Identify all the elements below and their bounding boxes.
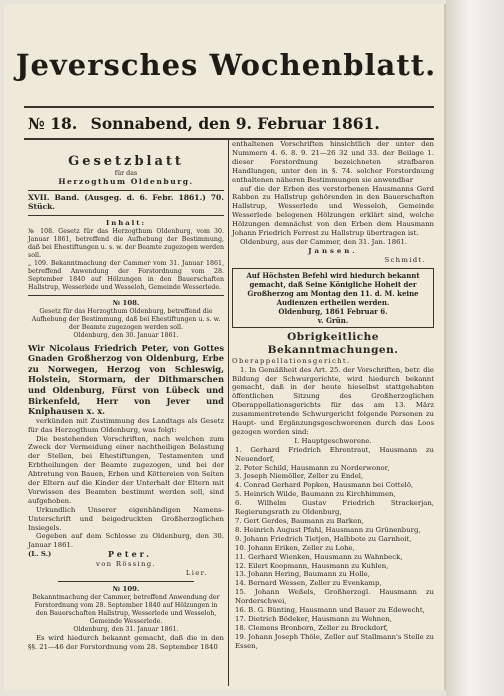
juror-list-item: 14. Bernard Wessen, Zeller zu Evenkamp,	[235, 579, 382, 588]
decree-body-2: Die bestehenden Vorschriften, nach welchen zum Zweck der Vermeidung einer nachtheiligen Belastung der Stellen, bei Ehestiftungen, Testamenten und Erbtheilungen der Beamte zugezogen, und bei der Abtretung von Bauen, Erben und Köttereien von Seiten der Eltern auf die Kinder der Unterhalt der Eltern mit Vorwissen des Beamten bestimmt werden soll, sind aufgehoben.	[28, 434, 224, 505]
decree-body-3: Urkundlich Unserer eigenhändigen Namens-Unterschrift und beigedruckten Großherzoglichen Insiegels.	[28, 505, 224, 532]
n108-date: Oldenburg, den 30. Januar 1861.	[73, 331, 179, 339]
notice-text: Auf Höchsten Befehl wird hiedurch bekannt gemacht, daß Seine Königliche Hoheit der Großherzog am Montag den 11. d. M. keine Audienzen ertheilen werden.	[246, 270, 420, 307]
signature-lier: Lier.	[185, 569, 208, 578]
signature-peter: Peter.	[108, 549, 152, 560]
juror-list-item: 16. B. G. Bünting, Hausmann und Bauer zu Edewecht,	[235, 606, 425, 615]
n108-description: Gesetz für das Herzogthum Oldenburg, betreffend die Aufhebung der Bestimmung, daß bei Ehestiftungen u. s. w. der Beamte zugezogen werden soll.	[31, 307, 221, 331]
n109-heading: № 109.	[112, 585, 140, 594]
juror-list-item: 4. Conrad Gerhard Popken, Hausmann bei Cottelö,	[235, 481, 414, 490]
decree-body-1: verkünden mit Zustimmung des Landtags als Gesetz für das Herzogthum Oldenburg, was folgt:	[28, 416, 224, 434]
hauptgeschworene-heading: I. Hauptgeschworene.	[294, 436, 372, 445]
inhalt-heading: Inhalt:	[105, 218, 147, 227]
juror-list-item: 11. Gerhard Wienken, Hausmann zu Wahnbeck,	[235, 552, 403, 561]
left-column	[28, 154, 224, 652]
juror-list-item: 8. Heinrich August Pfahl, Hausmann zu Grünenburg,	[235, 525, 421, 534]
signature-rossing: von Rössing.	[96, 560, 156, 569]
book-binding	[446, 0, 504, 696]
newspaper-page	[4, 4, 444, 690]
seal-mark: (L. S.)	[28, 550, 52, 559]
juror-list-item: 2. Peter Schild, Hausmann zu Norderwonor,	[235, 463, 390, 472]
juror-list-item: 9. Johann Friedrich Tietjen, Halbbote zu Garnhoit,	[235, 534, 412, 543]
masthead: Jeversches Wochenblatt.	[15, 48, 437, 82]
signature-schmidt: Schmidt.	[384, 255, 426, 264]
section-heading: Obrigkeitliche Bekanntmachungen.	[267, 330, 399, 356]
decree-body-4: Gegeben auf dem Schlosse zu Oldenburg, den 30. Januar 1861.	[28, 532, 224, 550]
masthead-rule	[24, 106, 434, 108]
law-sub1: für das	[114, 170, 138, 177]
juror-list-item: 15. Johann Weßels, Großherzogl. Hausmann zu Norderschwei,	[235, 588, 434, 606]
juror-list-item: 17. Dietrich Bödeker, Hausmann zu Wehnen,	[235, 614, 392, 623]
notice-signature: v. Grün.	[317, 315, 349, 325]
band-line: XVII. Band. (Ausgeg. d. 6. Febr. 1861.) 70. Stück.	[28, 192, 224, 211]
n109-body: Es wird hiedurch bekannt gemacht, daß die in den §§. 21—46 der Forstordnung vom 28. September 1840	[28, 634, 224, 651]
juror-list-item: 3. Joseph Niemöller, Zeller zu Endel,	[235, 472, 364, 481]
notice-date: Oldenburg, 1861 Februar 6.	[278, 306, 388, 316]
right-column	[232, 140, 434, 651]
court-heading: Oberappellationsgericht.	[232, 356, 351, 365]
issue-date: Sonnabend, den 9. Februar 1861.	[90, 114, 380, 133]
juror-list	[232, 446, 434, 651]
juror-list-item: 5. Heinrich Wilde, Baumann zu Kirchhimmen,	[235, 490, 396, 499]
inhalt-item-109: „ 109. Bekanntmachung der Cammer vom 31. Januar 1861, betreffend Anwendung der Forstordnung vom 28. September 1840 auf Hölzungen in den Bauerschaften Hallstrup, Wesserlede und Wesseloh, Gemeinde Wesserlede.	[28, 259, 224, 291]
juror-list-item: 10. Johann Eriken, Zeller zu Lohe,	[235, 543, 355, 552]
decree-title: Wir Nicolaus Friedrich Peter, von Gottes Gnaden Großherzog von Oldenburg, Erbe zu Norwegen, Herzog von Schleswig, Holstein, Stormarn, der Dithmarschen und Oldenburg, Fürst von Lübeck und Birkenfeld, Herr von Jever und Kniphausen x. x.	[28, 342, 224, 417]
issue-line	[28, 114, 433, 133]
juror-list-item: 19. Johann Joseph Thöle, Zeller auf Stallmann's Stelle zu Essen,	[235, 632, 434, 650]
continued-date: Oldenburg, aus der Cammer, den 31. Jan. 1861.	[240, 237, 408, 246]
n108-heading: № 108.	[112, 298, 140, 307]
n109-date: Oldenburg, den 31. Januar 1861.	[73, 626, 179, 633]
notice-box	[232, 268, 434, 328]
inhalt-item-108: № 108. Gesetz für das Herzogthum Oldenburg, vom 30. Januar 1861, betreffend die Aufhebung der Bestimmung, daß bei Ehestiftungen u. s. w. der Beamte zugezogen werden soll.	[28, 227, 224, 259]
juror-list-item: 18. Clemens Bronborn, Zeller zu Brockdorf,	[235, 623, 389, 632]
juror-list-item: 1. Gerhard Friedrich Ehrentraut, Hausmann zu Neuendorf,	[235, 445, 434, 463]
continued-text: enthaltenen Vorschriften hinsichtlich der unter den Nummern 4. 6. 8. 9. 21—26 32 und 33. der Beilage 1. dieser Forstordnung bezeichneten strafbaren Handlungen, unter den in §. 74. solcher Forstordnung enthaltenen näheren Bestimmungen sie anwendbar	[232, 140, 434, 184]
juror-list-item: 12. Eilert Koopmann, Hausmann zu Kuhlen,	[235, 561, 389, 570]
juror-list-item: 13. Johann Hering, Baumann zu Holle,	[235, 570, 370, 579]
juror-list-item: 7. Gert Gerdes, Baumann zu Barken,	[235, 517, 364, 525]
column-divider	[228, 140, 229, 686]
signature-jansen: Jansen.	[308, 246, 358, 255]
law-title: Gesetzblatt	[68, 154, 184, 169]
n109-description: Bekanntmachung der Cammer, betreffend Anwendung der Forstordnung vom 28. September 1840 auf Hölzungen in den Bauerschaften Hallstrup, Wesserlede und Wesseloh, Gemeinde Wesserlede.	[32, 594, 220, 625]
juror-list-item: 6. Wilhelm Gustav Friedrich Strackerjan, Regierungsrath zu Oldenburg,	[235, 499, 434, 517]
court-body: 1. In Gemäßheit des Art. 25. der Vorschriften, betr. die Bildung der Schwurgerichte, wird hiedurch bekannt gemacht, daß in der heute hieselbst stattgehabten öffentlichen Sitzung des Großherzoglichen Oberappellationsgerichts für das am 13. März zusammentretende Schwurgericht folgende Personen zu Haupt- und Ergänzungsgeschworenen durch das Loos gezogen worden sind:	[232, 365, 434, 436]
law-sub2: Herzogthum Oldenburg.	[58, 177, 194, 186]
issue-number: № 18.	[28, 114, 78, 133]
continued-text-2: auf die der Erben des verstorbenen Hausmanns Gerd Rabben zu Hallstrup gehörenden in den Bauerschaften Hallstrup, Wesserlede und Wesseloh, Gemeinde Wesserlede belegenen Hölzungen erklärt sind, welche Hölzungen demnächst von den Erben dem Hausmann Johann Friedrich Ferrest zu Hallstrup übertragen ist.	[232, 184, 434, 238]
